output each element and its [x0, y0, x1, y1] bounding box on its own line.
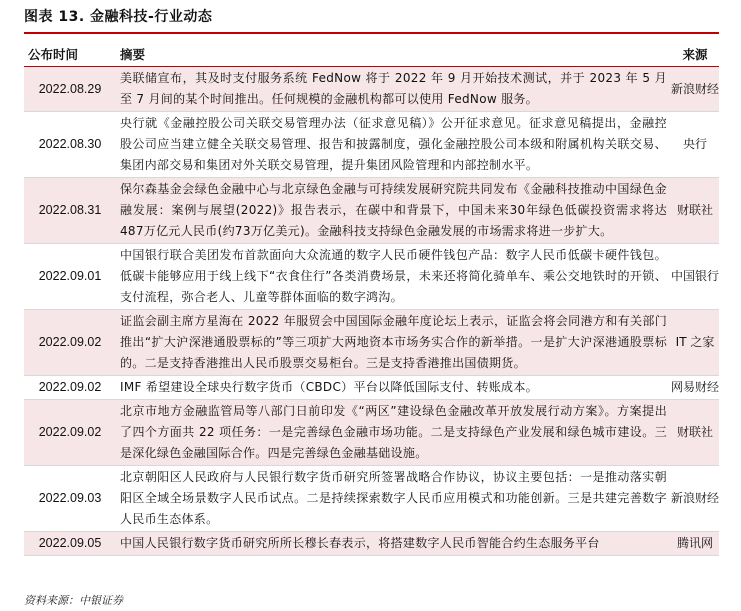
row-date: 2022.08.30: [24, 112, 116, 178]
header-date: 公布时间: [28, 47, 79, 62]
row-summary: 央行就《金融控股公司关联交易管理办法（征求意见稿）》公开征求意见。征求意见稿提出，金融控股公司应当建立健全关联交易管理、报告和披露制度，强化金融控股公司本级和附属机构关联交易、集团内部交易和集团对外关联交易管理，提升集团风险管理和内部控制水平。: [116, 112, 671, 178]
row-date: 2022.09.05: [24, 532, 116, 556]
row-source: 中国银行: [671, 244, 719, 310]
source-note: 资料来源：中银证券: [24, 594, 123, 607]
row-summary: 北京朝阳区人民政府与人民银行数字货币研究所签署战略合作协议，协议主要包括：一是推动落实朝阳区全域全场景数字人民币试点。二是持续探索数字人民币应用模式和功能创新。三是共建完善数字人民币生态体系。: [116, 466, 671, 532]
table-row: [24, 532, 719, 556]
table-row: [24, 178, 719, 244]
row-source: 网易财经: [671, 376, 719, 400]
row-source: 新浪财经: [671, 466, 719, 532]
row-summary: 保尔森基金会绿色金融中心与北京绿色金融与可持续发展研究院共同发布《金融科技推动中国绿色金融发展：案例与展望(2022)》报告表示，在碳中和背景下，中国未来30年绿色低碳投资需求将达487万亿元人民币(约73万亿美元)。金融科技支持绿色金融发展的市场需求将进一步扩大。: [116, 178, 671, 244]
row-source: 腾讯网: [671, 532, 719, 556]
header-summary: 摘要: [120, 47, 146, 62]
table-row: [24, 244, 719, 310]
row-summary: 证监会副主席方星海在 2022 年服贸会中国国际金融年度论坛上表示，证监会将会同港方和有关部门推出“扩大沪深港通股票标的”等三项扩大两地资本市场务实合作的新举措。一是扩大沪深港通股票标的。二是支持香港推出人民币股票交易柜台。三是支持香港推出国债期货。: [116, 310, 671, 376]
title-rule: [24, 32, 719, 34]
row-date: 2022.09.02: [24, 310, 116, 376]
row-source: IT 之家: [671, 310, 719, 376]
row-summary: 中国人民银行数字货币研究所所长穆长春表示，将搭建数字人民币智能合约生态服务平台: [116, 532, 671, 556]
row-date: 2022.08.29: [24, 67, 116, 112]
row-source: 新浪财经: [671, 67, 719, 112]
row-summary: 美联储宣布，其及时支付服务系统 FedNow 将于 2022 年 9 月开始技术测试，并于 2023 年 5 月至 7 月间的某个时间推出。任何规模的金融机构都可以使用 FedNow 服务。: [116, 67, 671, 112]
row-source: 财联社: [671, 178, 719, 244]
row-summary: 北京市地方金融监管局等八部门日前印发《“两区”建设绿色金融改革开放发展行动方案》。方案提出了四个方面共 22 项任务：一是完善绿色金融市场功能。二是支持绿色产业发展和绿色城市建设。三是深化绿色金融国际合作。四是完善绿色金融基础设施。: [116, 400, 671, 466]
table-row: [24, 112, 719, 178]
figure-title: 图表 13. 金融科技-行业动态: [24, 9, 213, 25]
row-date: 2022.08.31: [24, 178, 116, 244]
table-header-row: [24, 42, 719, 67]
row-summary: 中国银行联合美团发布首款面向大众流通的数字人民币硬件钱包产品：数字人民币低碳卡硬件钱包。低碳卡能够应用于线上线下“衣食住行”各类消费场景，未来还将简化骑单车、乘公交地铁时的开锁、支付流程，弥合老人、儿童等群体面临的数字鸿沟。: [116, 244, 671, 310]
row-date: 2022.09.03: [24, 466, 116, 532]
row-summary: IMF 希望建设全球央行数字货币（CBDC）平台以降低国际支付、转账成本。: [116, 376, 671, 400]
row-date: 2022.09.02: [24, 376, 116, 400]
table-row: [24, 400, 719, 466]
table-row: [24, 310, 719, 376]
news-table: [24, 42, 719, 556]
table-row: [24, 67, 719, 112]
header-source: 来源: [682, 47, 708, 62]
row-date: 2022.09.01: [24, 244, 116, 310]
table-row: [24, 466, 719, 532]
row-date: 2022.09.02: [24, 400, 116, 466]
table-row: [24, 376, 719, 400]
row-source: 财联社: [671, 400, 719, 466]
row-source: 央行: [671, 112, 719, 178]
